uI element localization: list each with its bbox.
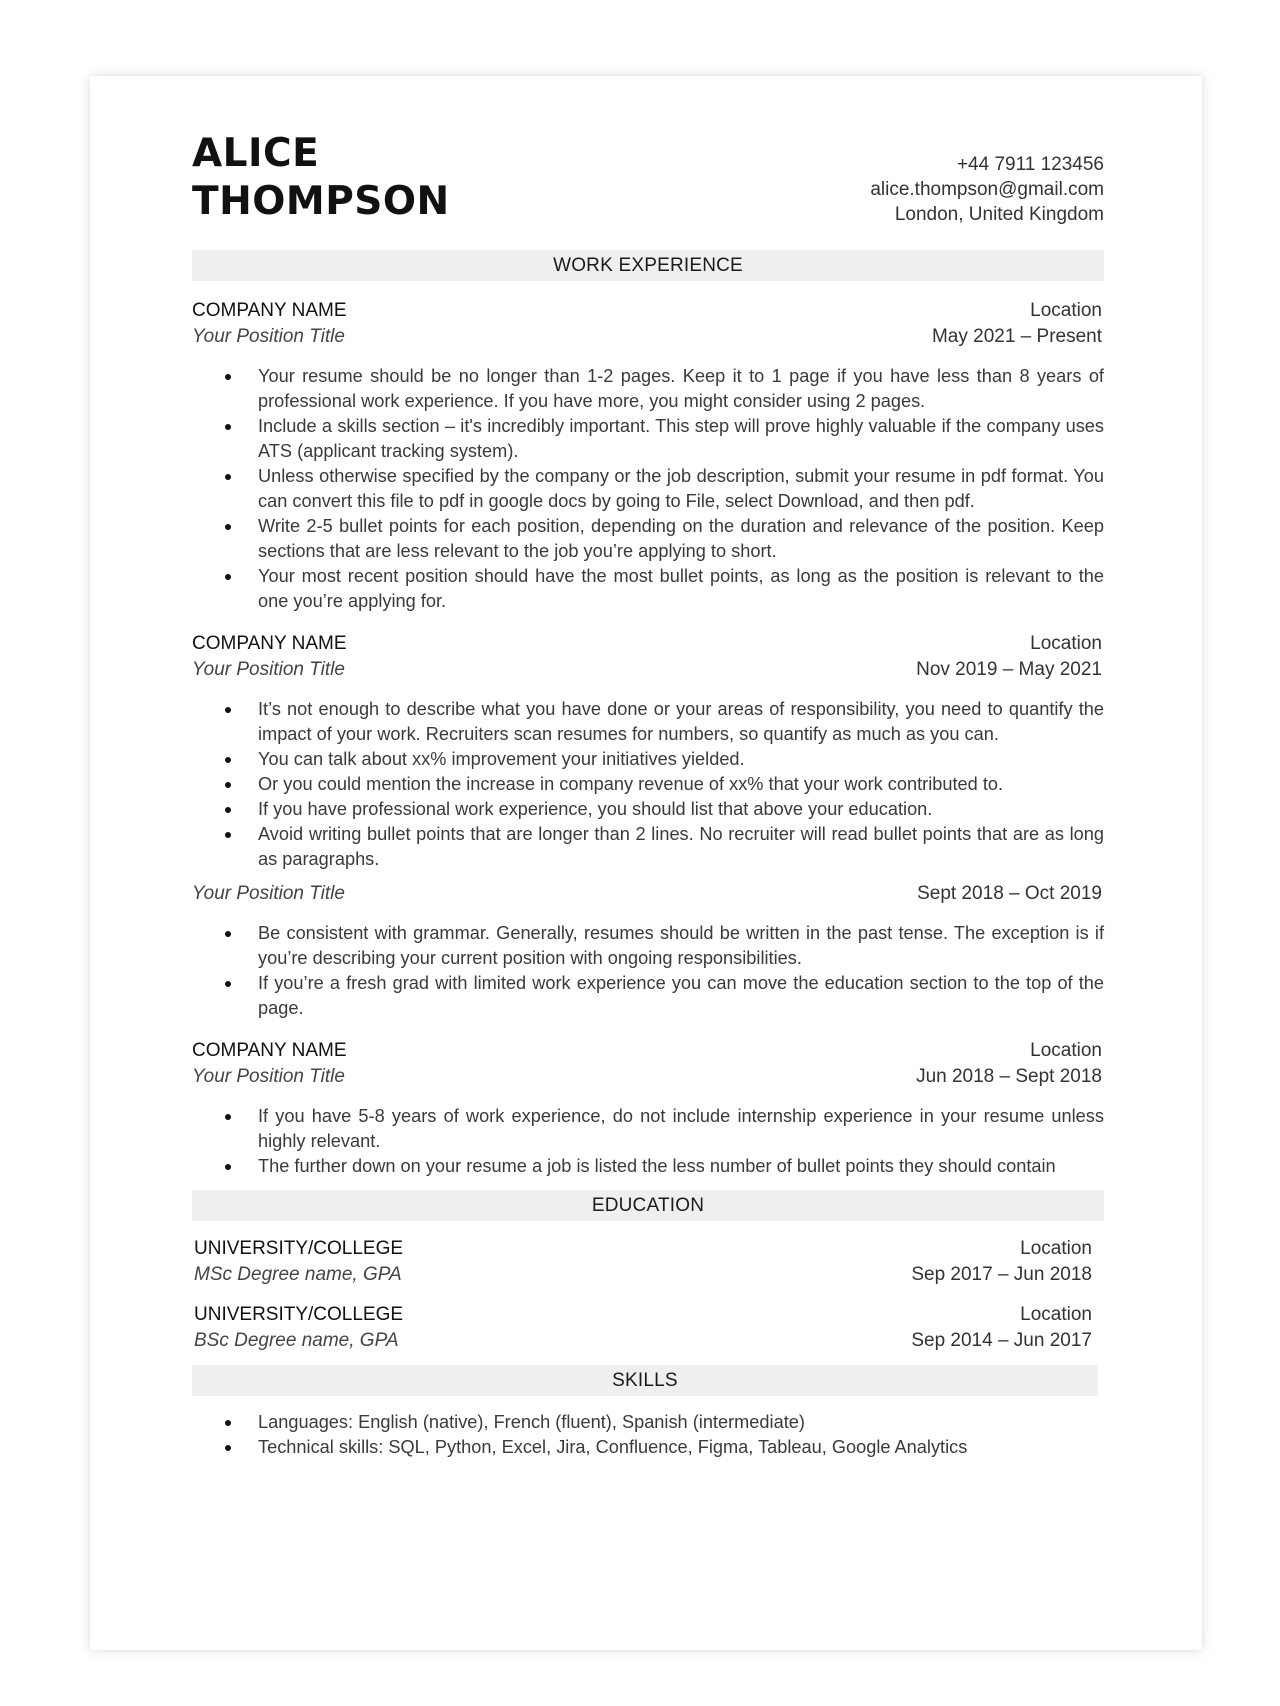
bullet-point: If you’re a fresh grad with limited work experience you can move the education section to the top of the page. bbox=[258, 971, 1104, 1021]
job-header-row bbox=[192, 1038, 1104, 1064]
role-dates: Jun 2018 – Sept 2018 bbox=[916, 1066, 1102, 1087]
education-header-row bbox=[192, 1236, 1104, 1262]
role-dates: Nov 2019 – May 2021 bbox=[916, 659, 1102, 680]
role-header-row bbox=[192, 324, 1104, 350]
role-header-row bbox=[192, 1064, 1104, 1090]
company-name: COMPANY NAME bbox=[192, 633, 347, 654]
school-name: UNIVERSITY/COLLEGE bbox=[194, 1304, 404, 1325]
resume-header bbox=[192, 130, 1104, 248]
school-location: Location bbox=[1020, 1238, 1092, 1259]
bullet-point: It’s not enough to describe what you have done or your areas of responsibility, you need to quantify the impact of your work. Recruiters scan resumes for numbers, so quantify as much as you can. bbox=[258, 697, 1104, 747]
skill-item: Technical skills: SQL, Python, Excel, Jira, Confluence, Figma, Tableau, Google Analytics bbox=[258, 1435, 1104, 1460]
bullet-list bbox=[192, 921, 1104, 1021]
job-location: Location bbox=[1030, 1040, 1102, 1061]
degree-row bbox=[192, 1262, 1104, 1288]
bullet-point: Your resume should be no longer than 1-2 pages. Keep it to 1 page if you have less than 8 years of professional work experience. If you have more, you might consider using 2 pages. bbox=[258, 364, 1104, 414]
first-name: ALICE bbox=[192, 131, 320, 176]
education-entry bbox=[192, 1236, 1104, 1288]
candidate-name bbox=[192, 130, 450, 226]
bullet-list bbox=[192, 697, 1104, 872]
last-name: THOMPSON bbox=[192, 179, 450, 224]
job-entry bbox=[192, 1038, 1104, 1179]
bullet-point: Include a skills section – it's incredibly important. This step will prove highly valuable if the company uses ATS (applicant tracking system). bbox=[258, 414, 1104, 464]
section-heading-work-experience: WORK EXPERIENCE bbox=[192, 250, 1104, 281]
email-address: alice.thompson@gmail.com bbox=[870, 179, 1104, 200]
position-title: Your Position Title bbox=[192, 883, 345, 904]
bullet-point: If you have 5-8 years of work experience, do not include internship experience in your resume unless highly relevant. bbox=[258, 1104, 1104, 1154]
section-heading-education: EDUCATION bbox=[192, 1190, 1104, 1221]
bullet-point: Avoid writing bullet points that are longer than 2 lines. No recruiter will read bullet points that are as long as paragraphs. bbox=[258, 822, 1104, 872]
job-location: Location bbox=[1030, 633, 1102, 654]
bullet-list bbox=[192, 364, 1104, 614]
bullet-point: Be consistent with grammar. Generally, resumes should be written in the past tense. The exception is if you’re describing your current position with ongoing responsibilities. bbox=[258, 921, 1104, 971]
role-header-row bbox=[192, 657, 1104, 683]
bullet-point: Your most recent position should have the most bullet points, as long as the position is relevant to the one you’re applying for. bbox=[258, 564, 1104, 614]
contact-info bbox=[870, 152, 1104, 227]
role-header-row bbox=[192, 881, 1104, 907]
degree-row bbox=[192, 1328, 1104, 1354]
company-name: COMPANY NAME bbox=[192, 1040, 347, 1061]
job-entry bbox=[192, 298, 1104, 614]
bullet-point: The further down on your resume a job is listed the less number of bullet points they should contain bbox=[258, 1154, 1104, 1179]
resume-content bbox=[192, 130, 1104, 1460]
position-title: Your Position Title bbox=[192, 1066, 345, 1087]
bullet-point: You can talk about xx% improvement your initiatives yielded. bbox=[258, 747, 1104, 772]
school-location: Location bbox=[1020, 1304, 1092, 1325]
bullet-point: If you have professional work experience, you should list that above your education. bbox=[258, 797, 1104, 822]
company-name: COMPANY NAME bbox=[192, 300, 347, 321]
job-location: Location bbox=[1030, 300, 1102, 321]
education-entry bbox=[192, 1302, 1104, 1354]
bullet-point: Write 2-5 bullet points for each position, depending on the duration and relevance of the position. Keep sections that are less relevant to the job you’re applying to short. bbox=[258, 514, 1104, 564]
education-dates: Sep 2017 – Jun 2018 bbox=[911, 1264, 1092, 1285]
school-name: UNIVERSITY/COLLEGE bbox=[194, 1238, 404, 1259]
skills-list bbox=[192, 1410, 1104, 1460]
degree-name: MSc Degree name, GPA bbox=[194, 1264, 402, 1285]
home-location: London, United Kingdom bbox=[894, 204, 1104, 225]
job-entry bbox=[192, 631, 1104, 1021]
education-dates: Sep 2014 – Jun 2017 bbox=[911, 1330, 1092, 1351]
skill-item: Languages: English (native), French (fluent), Spanish (intermediate) bbox=[258, 1410, 1104, 1435]
bullet-point: Or you could mention the increase in company revenue of xx% that your work contributed to. bbox=[258, 772, 1104, 797]
degree-name: BSc Degree name, GPA bbox=[194, 1330, 399, 1351]
job-header-row bbox=[192, 298, 1104, 324]
section-heading-skills: SKILLS bbox=[192, 1365, 1098, 1396]
education-header-row bbox=[192, 1302, 1104, 1328]
phone-number: +44 7911 123456 bbox=[956, 154, 1104, 175]
resume-page bbox=[90, 76, 1202, 1650]
position-title: Your Position Title bbox=[192, 326, 345, 347]
job-header-row bbox=[192, 631, 1104, 657]
position-title: Your Position Title bbox=[192, 659, 345, 680]
role-dates: Sept 2018 – Oct 2019 bbox=[917, 883, 1102, 904]
bullet-list bbox=[192, 1104, 1104, 1179]
role-dates: May 2021 – Present bbox=[931, 326, 1102, 347]
bullet-point: Unless otherwise specified by the company or the job description, submit your resume in pdf format. You can convert this file to pdf in google docs by going to File, select Download, and then pdf. bbox=[258, 464, 1104, 514]
